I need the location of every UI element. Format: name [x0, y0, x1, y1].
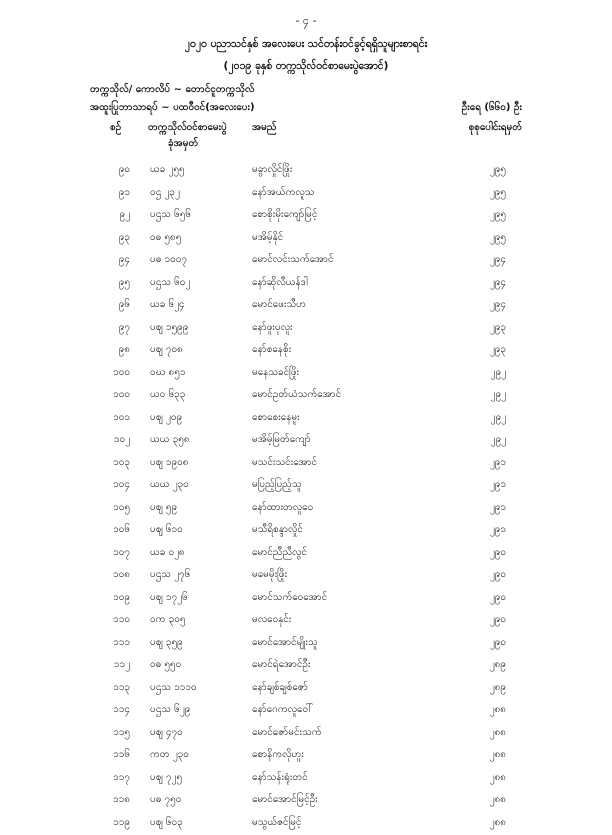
university-label: တက္ကသိုလ်/ ကောလိပ် ~ တောင်ငူတက္ကသိုလ်: [90, 82, 254, 97]
total-mark: ၂၉၄: [490, 297, 506, 312]
roll-number: ယယ ၃၅၈: [150, 432, 190, 447]
table-row: [0, 588, 612, 611]
student-name: စောစေးနေမူး: [252, 410, 300, 425]
student-name: မခွာလှိုင်ဖြိုး: [252, 162, 292, 177]
student-name: နော်စနေစိုး: [252, 342, 291, 357]
row-number: ၁၁၄: [96, 702, 130, 717]
student-name: မသင်းသင်းအောင်: [252, 455, 317, 470]
table-row: [0, 363, 612, 386]
table-row: [0, 295, 612, 318]
total-mark: ၂၉၀: [490, 545, 506, 560]
total-mark: ၂၉၁: [490, 477, 506, 492]
roll-number: ပဌသ ၆၅၆: [150, 207, 191, 222]
row-number: ၁၀၄: [96, 477, 130, 492]
total-mark: ၂၉၀: [490, 567, 506, 582]
column-header-no: စဉ်: [110, 120, 121, 135]
table-row: [0, 385, 612, 408]
row-number: ၁၁၃: [96, 680, 130, 695]
total-mark: ၂၉၄: [490, 275, 506, 290]
student-name: မောင်ဇော်မင်းသက်: [252, 725, 322, 740]
total-mark: ၂၉၄: [490, 252, 506, 267]
total-mark: ၂၈၈: [490, 702, 506, 717]
total-mark: ၂၉၂: [491, 432, 506, 447]
row-number: ၁၁၁: [96, 635, 130, 650]
table-row: [0, 655, 612, 678]
row-number: ၁၀၀: [96, 365, 130, 380]
total-mark: ၂၉၁: [490, 522, 506, 537]
row-number: ၁၁၈: [96, 792, 130, 807]
table-row: [0, 430, 612, 453]
roll-number: ယဝ ၆၃၃: [150, 387, 185, 402]
total-mark: ၂၉၀: [490, 590, 506, 605]
student-name: မောင်ရဲအောင်ဦး: [252, 657, 311, 672]
student-name: မအိမ့်မြတ်ကျော်: [252, 432, 311, 447]
table-row: [0, 745, 612, 768]
total-mark: ၂၉၀: [490, 635, 506, 650]
total-mark: ၂၈၉: [490, 657, 506, 672]
table-row: [0, 498, 612, 521]
table-row: [0, 678, 612, 701]
total-mark: ၂၈၈: [490, 725, 506, 740]
row-number: ၁၀၇: [96, 545, 130, 560]
row-number: ၁၀၅: [96, 500, 130, 515]
row-number: ၁၁၉: [96, 815, 130, 830]
total-mark: ၂၈၈: [490, 792, 506, 807]
table-row: [0, 543, 612, 566]
row-number: ၉၇: [96, 320, 130, 335]
roll-number: ကတ ၂၃၀: [150, 747, 189, 762]
row-number: ၁၀၂: [96, 432, 130, 447]
column-header-name: အမည်: [252, 120, 277, 135]
roll-number: ပဌသ ၁၁၁၀: [150, 680, 197, 695]
roll-number: ပဈ ၇၂၅: [150, 770, 182, 785]
total-mark: ၂၈၉: [490, 680, 506, 695]
roll-number: ဝဓ ၅၈၅: [150, 230, 181, 245]
student-name: မသွယ်ဇင်မြင့်: [252, 815, 302, 830]
total-mark: ၂၉၃: [490, 342, 506, 357]
row-number: ၉၂: [96, 207, 130, 222]
row-number: ၁၀၀: [96, 387, 130, 402]
table-row: [0, 340, 612, 363]
roll-number: ယခ ၆၂၄: [150, 297, 185, 312]
student-name: နော်သန်းရုံးတင်: [252, 770, 308, 785]
student-name: မောင်ဖေးသီဟ: [252, 297, 306, 312]
student-name: နော်ဖူးပုလူး: [252, 320, 293, 335]
roll-number: ယယ ၂၃၀: [150, 477, 189, 492]
row-number: ၁၀၉: [96, 590, 130, 605]
student-name: မောင်ညီညီလွင်: [252, 545, 307, 560]
student-name: မောင်လင်းသက်အောင်: [252, 252, 334, 267]
quota-label: ဦးရေ (၆၆၀) ဦး: [462, 100, 522, 115]
total-mark: ၂၈၈: [490, 815, 506, 830]
roll-number: ပဈ ၄၇၀: [150, 725, 183, 740]
student-name: မောင်အောင်မြင့်ဦး: [252, 792, 318, 807]
page-number: - ၄ -: [0, 14, 612, 30]
roll-number: ယခ ၀၂၈: [150, 545, 185, 560]
row-number: ၁၁၇: [96, 770, 130, 785]
roll-number: ပဈ ၂၀၉: [150, 410, 182, 425]
table-row: [0, 790, 612, 813]
total-mark: ၂၉၂: [491, 387, 506, 402]
total-mark: ၂၉၅: [490, 207, 506, 222]
roll-number: ဝဌ ၂၃၂: [150, 185, 180, 200]
student-name: နော်ထားတလူဝေ: [252, 500, 313, 515]
document-title: ၂၀၂၀ ပညာသင်နှစ် အလေးပေး သင်တန်းဝင်ခွင့်ရရှိသူများစာရင်း: [0, 38, 612, 53]
total-mark: ၂၉၅: [490, 185, 506, 200]
roll-number: ပဈ ၇၀၈: [150, 342, 183, 357]
table-row: [0, 768, 612, 791]
row-number: ၁၀၆: [96, 522, 130, 537]
student-name: နော်ဂေကလူဝေါ်: [252, 702, 313, 717]
roll-number: ပဈ ၃၅၉: [150, 635, 183, 650]
roll-number: ယခ ၂၅၅: [150, 162, 185, 177]
table-row: [0, 610, 612, 633]
total-mark: ၂၈၈: [490, 747, 506, 762]
student-name: စောစိုးမိုးကျော်မြင့်: [252, 207, 317, 222]
major-label: အထူးပြုဘာသာရပ် ~ ပထဝီဝင်(အလေးပေး): [90, 100, 255, 115]
table-row: [0, 565, 612, 588]
roll-number: ပဈ ၆၁၀: [150, 522, 183, 537]
row-number: ၁၁၅: [96, 725, 130, 740]
column-header-mark: စုစုပေါင်းရမှတ်: [469, 120, 522, 135]
student-name: မောင်ဥတ်ယံသက်အောင်: [252, 387, 341, 402]
roll-number: ပဈ ၅၉: [150, 500, 177, 515]
total-mark: ၂၉၃: [490, 320, 506, 335]
student-name: နော်အယ်ကလူသ: [252, 185, 314, 200]
table-row: [0, 318, 612, 341]
roll-number: ပဈ ၆၀၃: [150, 815, 183, 830]
total-mark: ၂၉၅: [490, 162, 506, 177]
roll-number: ဝက ၃၀၅: [150, 612, 185, 627]
table-row: [0, 160, 612, 183]
table-row: [0, 408, 612, 431]
row-number: ၉၅: [96, 275, 130, 290]
row-number: ၉၁: [96, 185, 130, 200]
table-row: [0, 273, 612, 296]
row-number: ၁၀၁: [96, 410, 130, 425]
total-mark: ၂၉၂: [491, 410, 506, 425]
student-name: မောင်သက်ဝေအောင်: [252, 590, 327, 605]
total-mark: ၂၉၀: [490, 612, 506, 627]
row-number: ၁၀၈: [96, 567, 130, 582]
table-row: [0, 228, 612, 251]
student-name: မောင်အောင်မျိုးသူ: [252, 635, 318, 650]
row-number: ၁၁၀: [96, 612, 130, 627]
column-header-roll-line2: ခုံအမှတ်: [168, 136, 198, 151]
roll-number: ပဈ ၁၅၉၉: [150, 320, 188, 335]
table-row: [0, 453, 612, 476]
roll-number: ဝဃ ၈၅၁: [150, 365, 186, 380]
roll-number: ပဓ ၁၀၀၇: [150, 252, 187, 267]
roll-number: ပဓ ၇၅၀: [150, 792, 181, 807]
column-header-roll: တက္ကသိုလ်ဝင်စာမေးပွဲ: [148, 120, 227, 135]
roll-number: ပဌသ ၆၀၂: [150, 275, 190, 290]
roll-number: ဝဓ ၅၅၀: [150, 657, 181, 672]
row-number: ၉၈: [96, 342, 130, 357]
roll-number: ပဈ ၁၇၂၆: [150, 590, 188, 605]
table-row: [0, 520, 612, 543]
total-mark: ၂၈၈: [490, 770, 506, 785]
student-name: မအိမ့်နိုင်: [252, 230, 283, 245]
table-row: [0, 205, 612, 228]
table-row: [0, 183, 612, 206]
table-row: [0, 250, 612, 273]
student-name: မနေသခင်ဖြိုး: [252, 365, 299, 380]
table-row: [0, 813, 612, 835]
student-name: နော်ဆိုလီယန်ဒါ: [252, 275, 308, 290]
roll-number: ပဌသ ၂၇၆: [150, 567, 190, 582]
roll-number: ပဌသ ၆၂၉: [150, 702, 190, 717]
student-name: စောနိကလိုဟူး: [252, 747, 304, 762]
table-row: [0, 633, 612, 656]
total-mark: ၂၉၅: [490, 230, 506, 245]
roll-number: ပဈ ၁၉၀၈: [150, 455, 189, 470]
total-mark: ၂၉၂: [491, 365, 506, 380]
row-number: ၉၀: [96, 162, 130, 177]
row-number: ၉၄: [96, 252, 130, 267]
table-row: [0, 700, 612, 723]
student-name: မသီရိစန္ဒာလှိုင်: [252, 522, 303, 537]
student-name: မပြည့်ပြည့်သူ: [252, 477, 301, 492]
student-name: နော်ချစ်ချစ်ဇော်: [252, 680, 308, 695]
row-number: ၁၁၂: [96, 657, 130, 672]
row-number: ၉၆: [96, 297, 130, 312]
row-number: ၉၃: [96, 230, 130, 245]
row-number: ၁၀၃: [96, 455, 130, 470]
document-subtitle: (၂၀၁၉ ခုနှစ် တက္ကသိုလ်ဝင်စာမေးပွဲအောင်): [0, 60, 612, 75]
table-row: [0, 475, 612, 498]
total-mark: ၂၉၁: [490, 500, 506, 515]
table-row: [0, 723, 612, 746]
student-name: မလဝေနှင်း: [252, 612, 291, 627]
row-number: ၁၁၆: [96, 747, 130, 762]
results-table: [0, 160, 612, 835]
total-mark: ၂၉၁: [490, 455, 506, 470]
student-name: မမေမိုးဖြိုး: [252, 567, 287, 582]
